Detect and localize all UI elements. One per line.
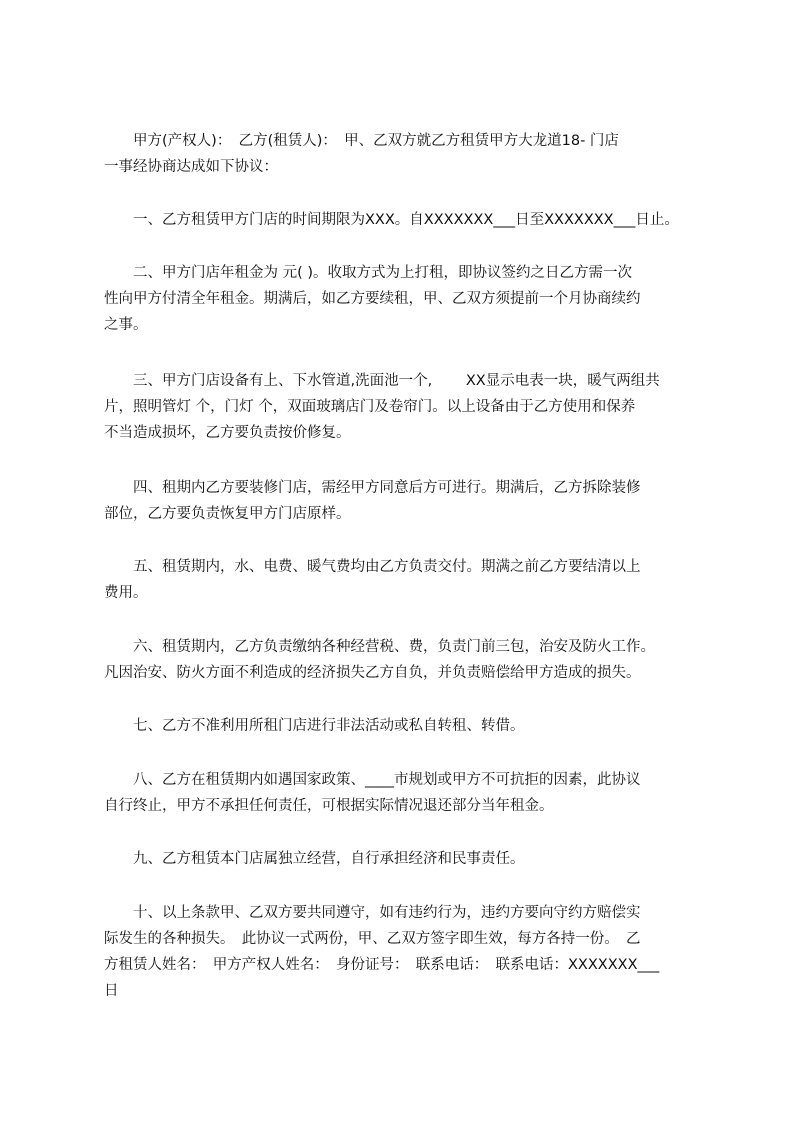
- text-line: 际发生的各种损失。 此协议一式两份，甲、乙双方签字即生效，每方各持一份。 乙: [104, 931, 641, 947]
- text-line: 性向甲方付清全年租金。期满后，如乙方要续租，甲、乙双方须提前一个月协商续约: [104, 291, 641, 307]
- text-line: 片，照明管灯 个，门灯 个，双面玻璃店门及卷帘门。以上设备由于乙方使用和保养: [104, 399, 636, 415]
- text-line: 二、甲方门店年租金为 元( )。收取方式为上打租，即协议签约之日乙方需一次: [104, 265, 633, 281]
- text-line: 方租赁人姓名： 甲方产权人姓名： 身份证号： 联系电话： 联系电话：XXXXXXX___: [104, 957, 660, 973]
- clause-4-paragraph: [104, 475, 700, 527]
- text-line: 七、乙方不准利用所租门店进行非法活动或私自转租、转借。: [104, 718, 525, 734]
- intro-paragraph: [104, 128, 700, 180]
- clause-2-paragraph: [104, 260, 700, 338]
- clause-5-paragraph: [104, 554, 700, 606]
- text-line: 五、租赁期内，水、电费、暖气费均由乙方负责交付。期满之前乙方要结清以上: [104, 559, 641, 575]
- clause-9-paragraph: [104, 846, 700, 872]
- text-line: 自行终止，甲方不承担任何责任，可根据实际情况退还部分当年租金。: [104, 798, 554, 814]
- clause-3-paragraph: [104, 368, 700, 446]
- text-line: 甲方(产权人)： 乙方(租赁人)： 甲、乙双方就乙方租赁甲方大龙道18- 门店: [104, 133, 619, 149]
- text-line: 八、乙方在租赁期内如遇国家政策、____市规划或甲方不可抗拒的因素，此协议: [104, 772, 641, 788]
- text-line: 部位，乙方要负责恢复甲方门店原样。: [104, 506, 351, 522]
- text-line: 四、租期内乙方要装修门店，需经甲方同意后方可进行。期满后，乙方拆除装修: [104, 480, 641, 496]
- text-line: 不当造成损坏，乙方要负责按价修复。: [104, 425, 351, 441]
- clause-10-paragraph: [104, 900, 700, 1004]
- text-line: 凡因治安、防火方面不利造成的经济损失乙方自负，并负责赔偿给甲方造成的损失。: [104, 665, 641, 681]
- text-line: 一、乙方租赁甲方门店的时间期限为XXX。自XXXXXXX___日至XXXXXXX___日止。: [104, 212, 679, 228]
- clause-1-paragraph: [104, 207, 700, 233]
- text-line: 之事。: [104, 317, 148, 333]
- text-line: 费用。: [104, 585, 148, 601]
- clause-6-paragraph: [104, 634, 700, 686]
- text-line: 三、甲方门店设备有上、下水管道,洗面池一个, XX显示电表一块，暖气两组共: [104, 373, 660, 389]
- clause-8-paragraph: [104, 767, 700, 819]
- clause-7-paragraph: [104, 713, 700, 739]
- text-line: 九、乙方租赁本门店属独立经营，自行承担经济和民事责任。: [104, 851, 525, 867]
- text-line: 日: [104, 983, 119, 999]
- text-line: 一事经协商达成如下协议：: [104, 159, 278, 175]
- text-line: 十、以上条款甲、乙双方要共同遵守，如有违约行为，违约方要向守约方赔偿实: [104, 905, 641, 921]
- text-line: 六、租赁期内，乙方负责缴纳各种经营税、费，负责门前三包，治安及防火工作。: [104, 639, 655, 655]
